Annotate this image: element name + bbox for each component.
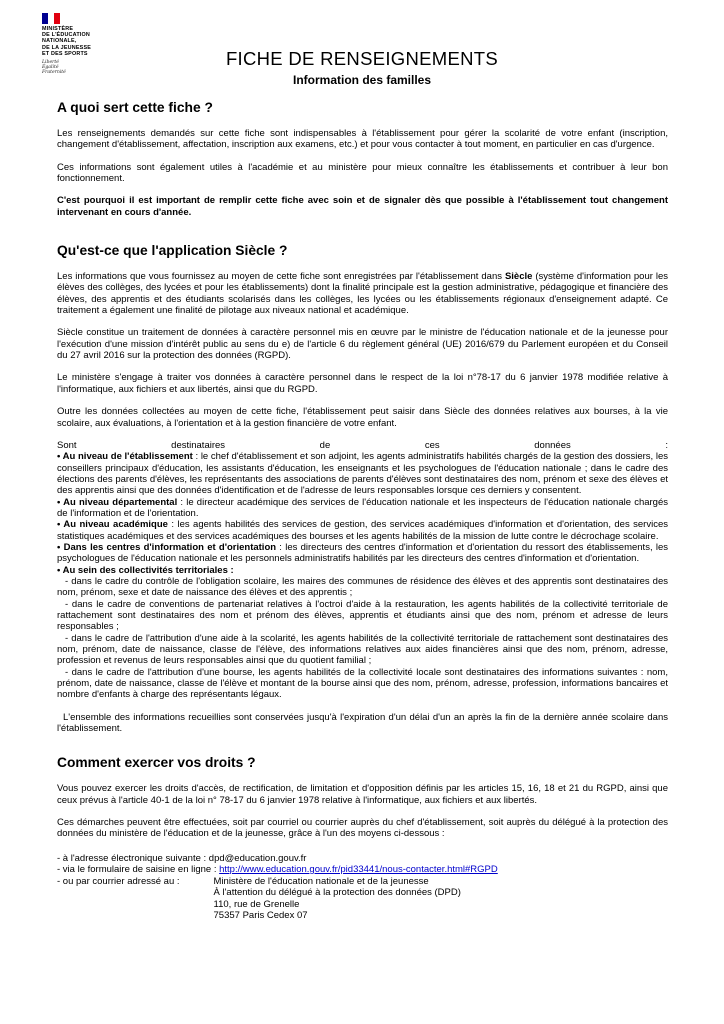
siecle-bold-word: Siècle: [504, 271, 533, 283]
address-line: Ministère de l'éducation nationale et de la jeunesse: [213, 875, 429, 887]
section-heading-purpose: A quoi sert cette fiche ?: [57, 100, 213, 115]
bullet-label: • Au niveau départemental: [57, 496, 178, 508]
motto-line: Égalité: [42, 65, 59, 71]
address-line: 110, rue de Grenelle: [213, 898, 300, 910]
paragraph-retention: L'ensemble des informations recueillies sont conservées jusqu'à l'expiration d'un délai d'un an après la fin de la dernière année scolaire dans l'établissement.: [57, 711, 668, 735]
dash-obligation-scolaire: - dans le cadre du contrôle de l'obligation scolaire, les maires des communes de résidence des élèves et des apprentis sont destinataires des nom, prénom, sexe et date de naissance des élèves et des apprentis ;: [57, 575, 668, 599]
contact-email-line: [57, 853, 668, 864]
bullet-academique: [57, 519, 668, 542]
contact-form-link[interactable]: http://www.education.gouv.fr/pid33441/nous-contacter.html#RGPD: [219, 864, 498, 876]
page-subtitle: Information des familles: [292, 73, 432, 87]
dash-restauration: - dans le cadre de conventions de partenariat relatives à l'octroi d'aide à la restauration, les agents habilités de la collectivité territoriale de rattachement sont destinataires des nom et prénom des élèves, apprentis et étudiants ainsi que des nom, prénom et adresse de leurs responsables ;: [57, 598, 668, 633]
contact-mail-line: [57, 876, 668, 922]
contact-email-address: dpd@education.gouv.fr: [208, 852, 307, 864]
siecle-text-after: (système d'information pour les élèves des collèges, des lycées et pour les établissements) dont la finalité principale est la gestion administrative, pédagogique et financière des élèves, des apprentis et des étudiants scolarisés dans les collèges, les lycées ou les établissements régionaux d'enseignement adapté. Ce traitement a également une finalité de pilotage aux niveaux national et académique.: [57, 271, 669, 317]
contact-email-label: - à l'adresse électronique suivante :: [57, 852, 209, 864]
paragraph-droits-2: Ces démarches peuvent être effectuées, soit par courriel ou courrier auprès du chef d'établissement, soit auprès du délégué à la protection des données du ministère de l'éducation et de la jeunesse, grâce à l'un des moyens ci-dessous :: [57, 817, 668, 840]
document-body: [57, 100, 668, 922]
bullet-label: • Au sein des collectivités territoriales :: [57, 564, 234, 576]
title-block: [0, 48, 724, 87]
recipients-intro: Sont destinataires de ces données :: [57, 439, 668, 451]
bullet-text: : les directeurs des centres d'information et d'orientation du ressort des établissements, les psychologues de l'éducation nationale et les personnels administratifs habilités par les directeurs des centres d'information et d'orientation.: [57, 541, 668, 565]
bullet-departemental: [57, 497, 668, 520]
ministry-name-line: DE L'ÉDUCATION: [42, 32, 91, 39]
page-title: FICHE DE RENSEIGNEMENTS: [225, 48, 499, 69]
contact-form-label: - via le formulaire de saisine en ligne :: [57, 864, 220, 876]
paragraph-siecle-2: Siècle constitue un traitement de données à caractère personnel mis en œuvre par le ministre de l'éducation nationale et de la jeunesse pour l'exécution d'une mission d'intérêt public au sens du e) de l'article 6 du règlement général (UE) 2016/679 du Parlement européen et du Conseil du 27 avril 2016 sur la protection des données (RGPD).: [57, 327, 668, 362]
bullet-collectivites: [57, 565, 668, 576]
bullet-etablissement: [57, 451, 668, 496]
paragraph-siecle-3: Le ministère s'engage à traiter vos données à caractère personnel dans le respect de la loi n°78-17 du 6 janvier 1978 modifiée relative à l'informatique, aux fichiers et aux libertés, ainsi que du RGPD.: [57, 372, 668, 395]
bullet-text: : les agents habilités des services de gestion, des services académiques d'information et d'orientation, des services statistiques académiques et des services académiques des bourses et les agents habilités de la mission de lutte contre le décrochage scolaire.: [57, 519, 668, 542]
bullet-centres-orientation: [57, 542, 668, 565]
contact-mail-label: - ou par courrier adressé au :: [57, 875, 180, 887]
postal-address: [214, 876, 461, 922]
paragraph-siecle-1: [57, 271, 668, 316]
ministry-name-line: DE LA JEUNESSE: [42, 44, 92, 51]
paragraph-purpose-1: Les renseignements demandés sur cette fiche sont indispensables à l'établissement pour gérer la scolarité de votre enfant (inscription, changement d'établissement, affectation, inscription aux examens, etc.) et pour vous contacter à tout moment, en particulier en cas d'urgence.: [57, 128, 668, 151]
siecle-text-before: Les informations que vous fournissez au moyen de cette fiche sont enregistrées par l'établissement dans: [57, 271, 505, 283]
contact-block: [57, 853, 668, 922]
ministry-name-line: MINISTÈRE: [42, 26, 74, 32]
french-flag-icon: [42, 13, 60, 24]
paragraph-purpose-2: Ces informations sont également utiles à l'académie et au ministère pour mieux connaître les établissements et contribuer à leur bon fonctionnement.: [57, 161, 668, 185]
address-line: À l'attention du délégué à la protection des données (DPD): [213, 887, 461, 898]
bullet-label: • Au niveau de l'établissement: [57, 451, 193, 463]
dash-aide-scolarite: - dans le cadre de l'attribution d'une aide à la scolarité, les agents habilités de la collectivité territoriale de rattachement sont destinataires des nom, prénom, date de naissance, classe de l'élève, des informations relatives aux aides financières ainsi que des nom, prénom, adresse, profession et revenus de leurs responsables ainsi que du quotient familial ;: [57, 632, 668, 667]
dash-bourse: - dans le cadre de l'attribution d'une bourse, les agents habilités de la collectivité locale sont destinataires des informations suivantes : nom, prénom, date de naissance, classe de l'élève et montant de la bourse ainsi que des nom, prénom, adresse, profession, informations bancaires et nombre d'enfants à charge des représentants légaux.: [57, 666, 668, 701]
bullet-label: • Dans les centres d'information et d'orientation: [57, 541, 277, 553]
motto-line: Liberté: [42, 60, 59, 66]
motto-line: Fraternité: [42, 70, 66, 76]
section-heading-siecle: Qu'est-ce que l'application Siècle ?: [57, 243, 288, 259]
paragraph-droits-1: Vous pouvez exercer les droits d'accès, de rectification, de limitation et d'opposition définis par les articles 15, 16, 18 et 21 du RGPD, ainsi que ceux prévus à l'article 40-1 de la loi n° 78-17 du 6 janvier 1978 relative à l'informatique, aux fichiers et aux libertés.: [57, 783, 668, 806]
bullet-label: • Au niveau académique: [57, 519, 168, 531]
section-heading-droits: Comment exercer vos droits ?: [57, 755, 256, 771]
bullet-text: : le chef d'établissement et son adjoint, les agents administratifs habilités chargés de la gestion des dossiers, les conseillers principaux d'éducation, les assistants d'éducation, les enseignants et les psychologues de l'éducation nationale ; dans le cadre des élections des parents d'élèves, les représentants des associations de parents d'élèves sont destinataires des nom, prénom et sexe des élèves et des apprentis ainsi que des données d'identification et de l'adresse de leurs responsables lorsque ces derniers y consentent.: [57, 451, 669, 497]
ministry-name-line: NATIONALE,: [42, 38, 77, 45]
contact-form-line: [57, 864, 668, 875]
bullet-text: : le directeur académique des services de l'éducation nationale et les inspecteurs de l'éducation nationale chargés de l'information et de l'orientation.: [57, 496, 668, 519]
address-line: 75357 Paris Cedex 07: [213, 910, 308, 921]
ministry-name-line: ET DES SPORTS: [42, 50, 88, 57]
paragraph-siecle-4: Outre les données collectées au moyen de cette fiche, l'établissement peut saisir dans Siècle des données relatives aux bourses, à la vie scolaire, aux évaluations, à l'orientation et à la gestion financière de votre enfant.: [57, 406, 668, 429]
paragraph-purpose-important: C'est pourquoi il est important de remplir cette fiche avec soin et de signaler dès que possible à l'établissement tout changement intervenant en cours d'année.: [57, 195, 668, 218]
